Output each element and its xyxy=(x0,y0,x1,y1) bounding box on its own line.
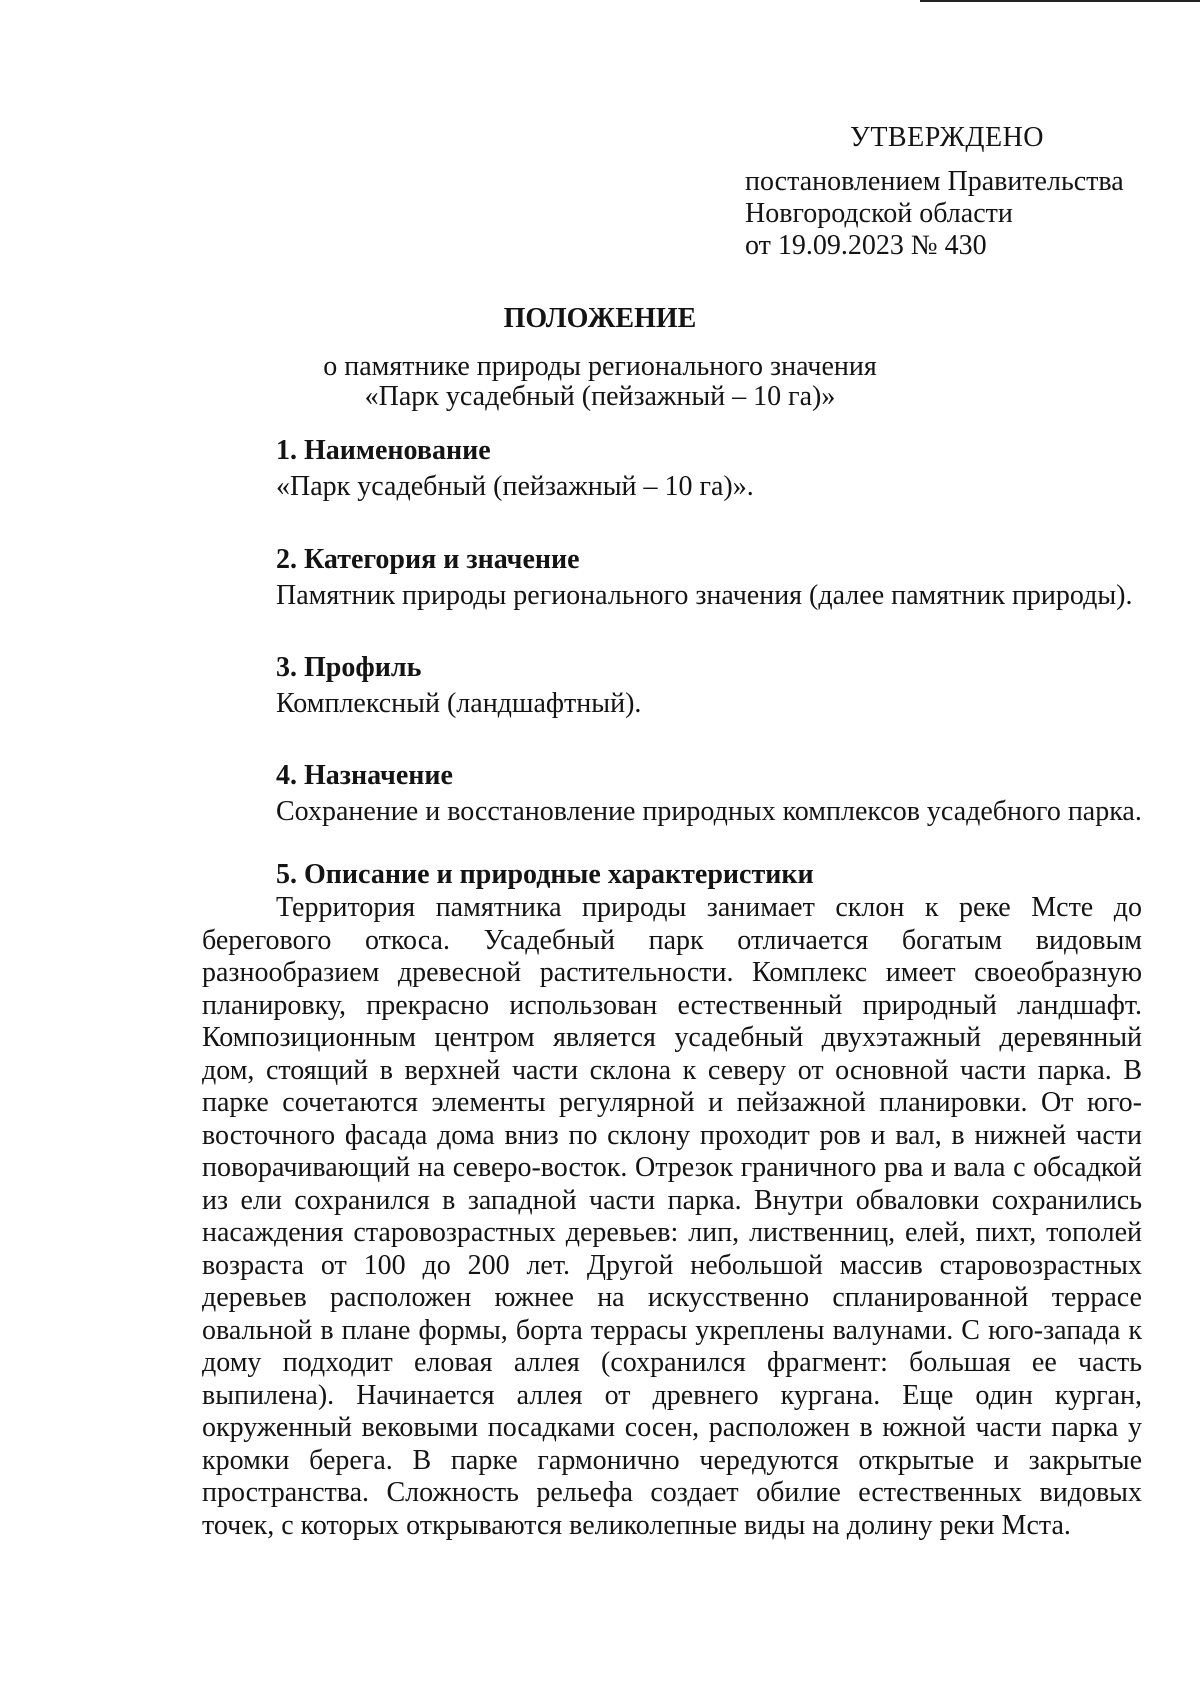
section-4-heading: 4. Назначение xyxy=(276,760,453,791)
section-2-heading: 2. Категория и значение xyxy=(276,544,580,575)
section-1-text: «Парк усадебный (пейзажный – 10 га)». xyxy=(276,471,754,502)
section-5-body xyxy=(202,892,1142,1542)
section-5-paragraph: Территория памятника природы занимает склон к реке Мсте до берегового откоса. Усадебный парк отличается богатым видовым разнообразием древесной растительности. Комплекс имеет своеобразную планировку, прекрасно использован естественный природный ландшафт. Композиционным центром является усадебный двухэтажный деревянный дом, стоящий в верхней части склона к северу от основной части парка. В парке сочетаются элементы регулярной и пейзажной планировки. От юго-восточного фасада дома вниз по склону проходит ров и вал, в нижней части поворачивающий на северо-восток. Отрезок граничного рва и вала с обсадкой из ели сохранился в западной части парка. Внутри обваловки сохранились насаждения старовозрастных деревьев: лип, лиственниц, елей, пихт, тополей возраста от 100 до 200 лет. Другой небольшой массив старовозрастных деревьев расположен южнее на искусственно спланированной террасе овальной в плане формы, борта террасы укреплены валунами. С юго-запада к дому подходит еловая аллея (сохранился фрагмент: большая ее часть выпилена). Начинается аллея от древнего кургана. Еще один курган, окруженный вековыми посадками сосен, расположен в южной части парка у кромки берега. В парке гармонично чередуются открытые и закрытые пространства. Сложность рельефа создает обилие естественных видовых точек, с которых открываются великолепные виды на долину реки Мста. xyxy=(202,892,1142,1541)
section-4-text: Сохранение и восстановление природных комплексов усадебного парка. xyxy=(276,796,1142,827)
approval-line-3: от 19.09.2023 № 430 xyxy=(745,230,987,261)
approval-line-1: постановлением Правительства xyxy=(745,166,1124,197)
document-subtitle-2: «Парк усадебный (пейзажный – 10 га)» xyxy=(364,381,836,412)
document-subtitle-1: о памятнике природы регионального значения xyxy=(323,351,877,382)
section-3-text: Комплексный (ландшафтный). xyxy=(276,688,642,719)
section-2-text: Памятник природы регионального значения (далее памятник природы). xyxy=(276,580,1133,611)
section-3-heading: 3. Профиль xyxy=(276,652,422,683)
approval-block xyxy=(745,122,1165,262)
section-1-heading: 1. Наименование xyxy=(276,435,491,466)
approval-word: УТВЕРЖДЕНО xyxy=(850,122,1045,153)
top-edge-line xyxy=(920,0,1200,2)
document-title: ПОЛОЖЕНИЕ xyxy=(503,303,697,334)
section-5-heading: 5. Описание и природные характеристики xyxy=(276,859,814,890)
approval-line-2: Новгородской области xyxy=(745,198,1013,229)
